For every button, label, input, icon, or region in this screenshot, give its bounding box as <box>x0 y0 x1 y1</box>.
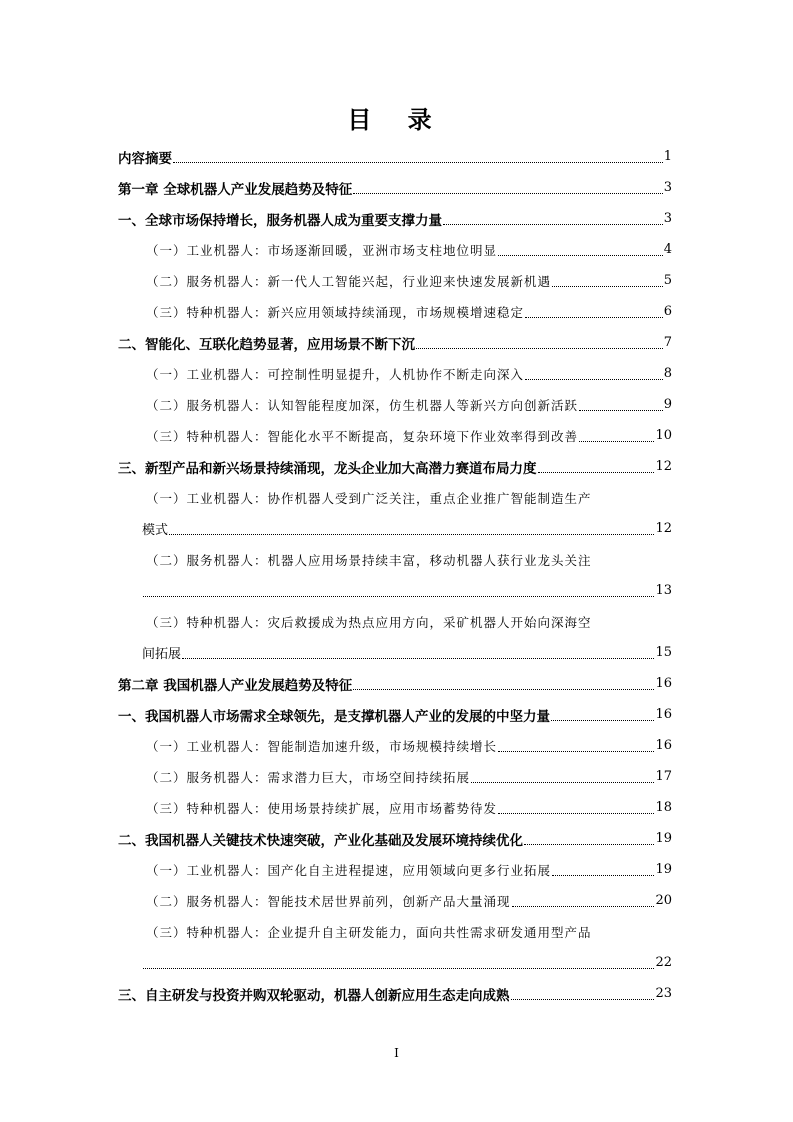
toc-entry-title: （二）服务机器人：机器人应用场景持续丰富，移动机器人获行业龙头关注 <box>146 552 592 568</box>
toc-entry-title: 第一章 全球机器人产业发展趋势及特征 <box>118 181 353 198</box>
toc-dot-leader <box>552 874 654 876</box>
toc-entry-page: 16 <box>655 738 672 753</box>
toc-entry[interactable] <box>118 296 672 327</box>
toc-dot-leader <box>182 657 654 659</box>
toc-entry-title: 间拓展 <box>142 647 182 662</box>
toc-dot-leader <box>169 533 654 535</box>
toc-entry-title: （三）特种机器人：新兴应用领域持续涌现，市场规模增速稳定 <box>146 304 525 320</box>
toc-entry-title: （一）工业机器人：国产化自主进程提速，应用领域向更多行业拓展 <box>146 862 552 878</box>
toc-dot-leader <box>471 781 654 783</box>
toc-entry[interactable] <box>118 823 672 854</box>
toc-dot-leader <box>173 161 663 163</box>
toc-dot-leader <box>551 719 654 721</box>
toc-entry[interactable] <box>118 141 672 172</box>
toc-entry[interactable] <box>118 699 672 730</box>
toc-dot-leader <box>443 223 663 225</box>
toc-entry-title: （三）特种机器人：使用场景持续扩展，应用市场蓄势待发 <box>146 800 498 816</box>
toc-entry-title: （一）工业机器人：市场逐渐回暖，亚洲市场支柱地位明显 <box>146 242 498 258</box>
toc-entry-page: 22 <box>655 955 672 970</box>
toc-entry-page: 1 <box>663 149 672 164</box>
toc-entry-title: （三）特种机器人：智能化水平不断提高，复杂环境下作业效率得到改善 <box>146 428 579 444</box>
toc-entry-page: 3 <box>663 211 672 226</box>
toc-entry-title: （一）工业机器人：协作机器人受到广泛关注，重点企业推广智能制造生产 <box>146 490 592 506</box>
toc-entry[interactable] <box>118 637 672 668</box>
toc-entry[interactable] <box>118 854 672 885</box>
toc-entry-title: （二）服务机器人：智能技术居世界前列，创新产品大量涌现 <box>146 893 511 909</box>
toc-entry-title: （二）服务机器人：新一代人工智能兴起，行业迎来快速发展新机遇 <box>146 273 552 289</box>
toc-entry-title: 模式 <box>142 523 169 538</box>
page-title: 目 录 <box>347 106 446 134</box>
toc-entry[interactable] <box>118 730 672 761</box>
toc-entry[interactable] <box>118 544 672 575</box>
toc-entry-title: 一、我国机器人市场需求全球领先，是支撑机器人产业的发展的中坚力量 <box>118 708 550 725</box>
toc-entry[interactable] <box>118 420 672 451</box>
toc-entry[interactable] <box>118 606 672 637</box>
toc-dot-leader <box>579 440 654 442</box>
toc-entry-page: 16 <box>655 707 672 722</box>
toc-dot-leader <box>579 409 663 411</box>
toc-dot-leader <box>524 843 654 845</box>
toc-entry-title: 一、全球市场保持增长，服务机器人成为重要支撑力量 <box>118 212 442 229</box>
toc-entry-page: 19 <box>655 862 672 877</box>
toc-entry-title: 二、智能化、互联化趋势显著，应用场景不断下沉 <box>118 336 415 353</box>
toc-entry-page: 12 <box>655 521 672 536</box>
toc-entry[interactable] <box>118 668 672 699</box>
toc-entry-title: 第二章 我国机器人产业发展趋势及特征 <box>118 677 353 694</box>
toc-dot-leader <box>525 316 663 318</box>
toc-entry-title: 三、自主研发与投资并购双轮驱动，机器人创新应用生态走向成熟 <box>118 987 510 1004</box>
toc-entry[interactable] <box>118 513 672 544</box>
toc-entry[interactable] <box>118 265 672 296</box>
toc-entry-page: 7 <box>663 335 672 350</box>
toc-entry-page: 13 <box>655 583 672 598</box>
toc-entry-title: 内容摘要 <box>118 150 172 167</box>
toc-entry-page: 19 <box>655 831 672 846</box>
toc-entry-page: 5 <box>663 273 672 288</box>
toc-dot-leader <box>525 378 663 380</box>
toc-entry-page: 20 <box>655 893 672 908</box>
toc-entry-page: 16 <box>655 676 672 691</box>
toc-entry[interactable] <box>118 792 672 823</box>
toc-entry-title: 三、新型产品和新兴场景持续涌现，龙头企业加大高潜力赛道布局力度 <box>118 460 537 477</box>
toc-entry[interactable] <box>118 761 672 792</box>
toc-entry-title: （一）工业机器人：可控制性明显提升，人机协作不断走向深入 <box>146 366 525 382</box>
toc-entry-title: （二）服务机器人：认知智能程度加深，仿生机器人等新兴方向创新活跃 <box>146 397 579 413</box>
toc-dot-leader <box>143 967 654 969</box>
toc-dot-leader <box>353 688 654 690</box>
toc-dot-leader <box>498 812 654 814</box>
toc-dot-leader <box>538 471 655 473</box>
toc-entry[interactable] <box>118 885 672 916</box>
toc-entry-page: 6 <box>663 304 672 319</box>
toc-entry-page: 15 <box>655 645 672 660</box>
toc-entry[interactable] <box>118 234 672 265</box>
toc-list <box>118 141 672 1009</box>
toc-entry[interactable] <box>118 451 672 482</box>
toc-entry-title: （三）特种机器人：企业提升自主研发能力，面向共性需求研发通用型产品 <box>146 924 592 940</box>
toc-entry-page: 23 <box>655 986 672 1001</box>
toc-entry-page: 17 <box>655 769 672 784</box>
toc-entry[interactable] <box>118 916 672 947</box>
toc-entry[interactable] <box>118 203 672 234</box>
toc-entry-page: 8 <box>663 366 672 381</box>
toc-dot-leader <box>353 192 663 194</box>
toc-dot-leader <box>511 998 655 1000</box>
toc-entry-title: 二、我国机器人关键技术快速突破，产业化基础及发展环境持续优化 <box>118 832 523 849</box>
toc-entry[interactable] <box>118 978 672 1009</box>
toc-entry-title: （二）服务机器人：需求潜力巨大，市场空间持续拓展 <box>146 769 471 785</box>
toc-entry-title: （三）特种机器人：灾后救援成为热点应用方向，采矿机器人开始向深海空 <box>146 614 592 630</box>
toc-entry-page: 3 <box>663 180 672 195</box>
toc-entry[interactable] <box>118 389 672 420</box>
toc-entry-page: 9 <box>663 397 672 412</box>
toc-dot-leader <box>552 285 663 287</box>
toc-entry[interactable] <box>118 327 672 358</box>
toc-entry-title: （一）工业机器人：智能制造加速升级，市场规模持续增长 <box>146 738 498 754</box>
toc-entry[interactable] <box>118 358 672 389</box>
toc-entry-page: 18 <box>655 800 672 815</box>
toc-entry[interactable] <box>118 947 672 978</box>
toc-entry[interactable] <box>118 575 672 606</box>
toc-dot-leader <box>143 595 654 597</box>
toc-dot-leader <box>416 347 663 349</box>
toc-entry-page: 10 <box>655 428 672 443</box>
toc-dot-leader <box>498 750 654 752</box>
toc-entry-page: 12 <box>655 459 672 474</box>
page-number: I <box>394 1046 399 1060</box>
toc-entry-page: 4 <box>663 242 672 257</box>
toc-dot-leader <box>512 905 655 907</box>
toc-dot-leader <box>498 254 663 256</box>
toc-entry[interactable] <box>118 482 672 513</box>
toc-entry[interactable] <box>118 172 672 203</box>
